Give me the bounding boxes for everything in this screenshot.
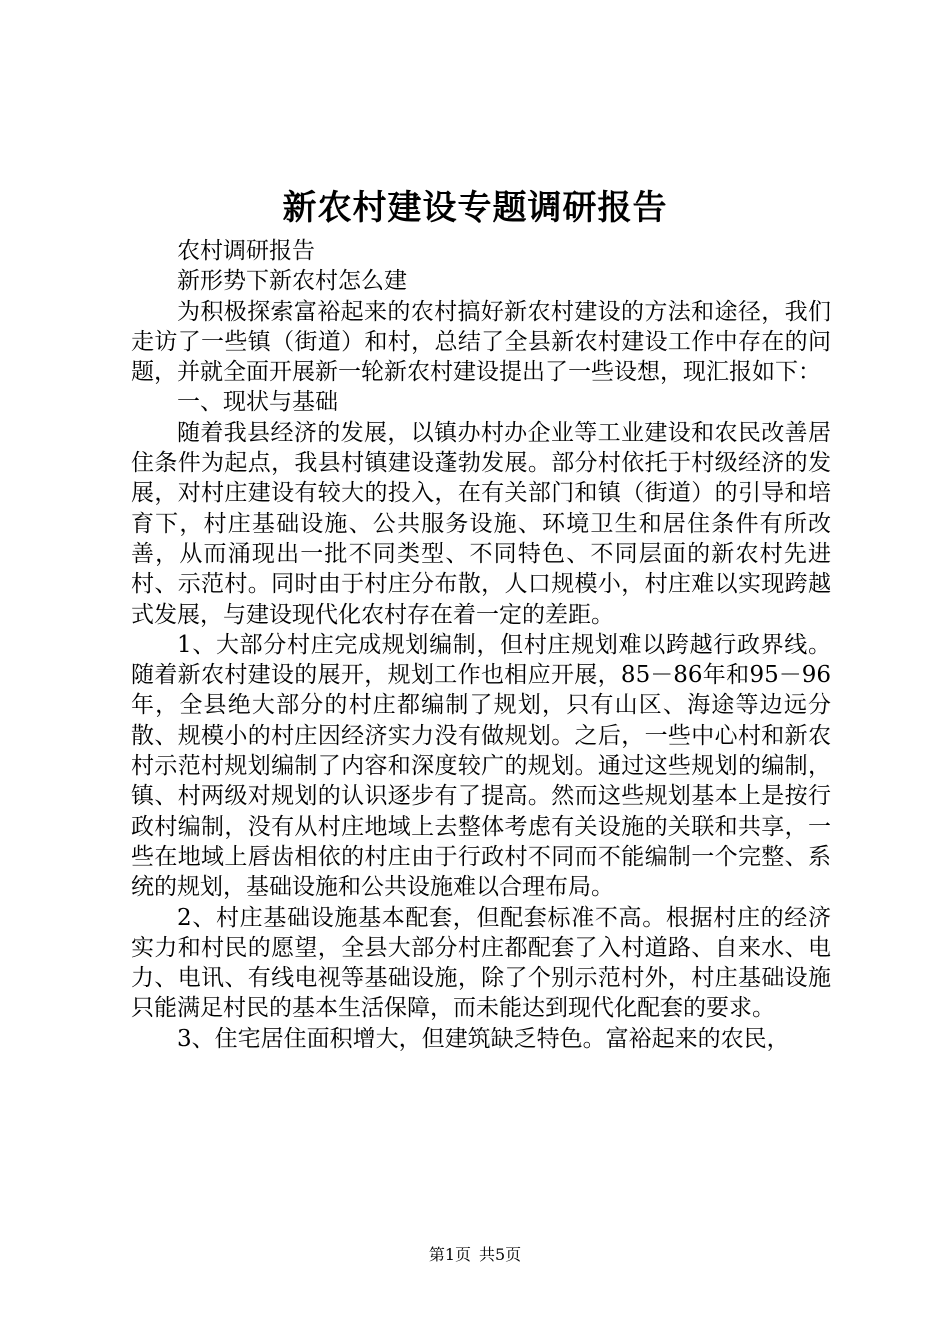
paragraph-point-3: 3、住宅居住面积增大，但建筑缺乏特色。富裕起来的农民， [177,1025,790,1052]
paragraph-point-2: 2、村庄基础设施基本配套，但配套标准不高。根据村庄的经济实力和村民的愿望，全县大部分村庄都配套了入村道路、自来水、电力、电讯、有线电视等基础设施，除了个别示范村外，村庄基础设施只能满足村民的基本生活保障，而未能达到现代化配套的要求。 [131,904,831,1022]
paragraph-status: 随着我县经济的发展，以镇办村办企业等工业建设和农民改善居住条件为起点，我县村镇建设蓬勃发展。部分村依托于村级经济的发展，对村庄建设有较大的投入，在有关部门和镇（街道）的引导和培育下，村庄基础设施、公共服务设施、环境卫生和居住条件有所改善，从而涌现出一批不同类型、不同特色、不同层面的新农村先进村、示范村。同时由于村庄分布散，人口规模小，村庄难以实现跨越式发展，与建设现代化农村存在着一定的差距。 [131,419,831,628]
page-footer [0,1244,950,1266]
paragraph-subtitle-2: 新形势下新农村怎么建 [177,268,407,295]
paragraph-intro: 为积极探索富裕起来的农村搞好新农村建设的方法和途径，我们走访了一些镇（街道）和村，总结了全县新农村建设工作中存在的问题，并就全面开展新一轮新农村建设提出了一些设想，现汇报如下： [131,298,831,386]
page-number-current: 第1页 [428,1245,471,1264]
paragraph-point-1: 1、大部分村庄完成规划编制，但村庄规划难以跨越行政界线。随着新农村建设的展开，规划工作也相应开展，85－86年和95－96年，全县绝大部分的村庄都编制了规划，只有山区、海途等边远分散、规模小的村庄因经济实力没有做规划。之后，一些中心村和新农村示范村规划编制了内容和深度较广的规划。通过这些规划的编制，镇、村两级对规划的认识逐步有了提高。然而这些规划基本上是按行政村编制，没有从村庄地域上去整体考虑有关设施的关联和共享，一些在地域上唇齿相依的村庄由于行政村不同而不能编制一个完整、系统的规划，基础设施和公共设施难以合理布局。 [131,631,831,901]
document-title: 新农村建设专题调研报告 [282,188,668,228]
document-body [131,236,831,1054]
section-heading-1: 一、现状与基础 [177,389,338,416]
paragraph-subtitle-1: 农村调研报告 [177,238,315,264]
page-number-total: 共5页 [479,1245,522,1264]
